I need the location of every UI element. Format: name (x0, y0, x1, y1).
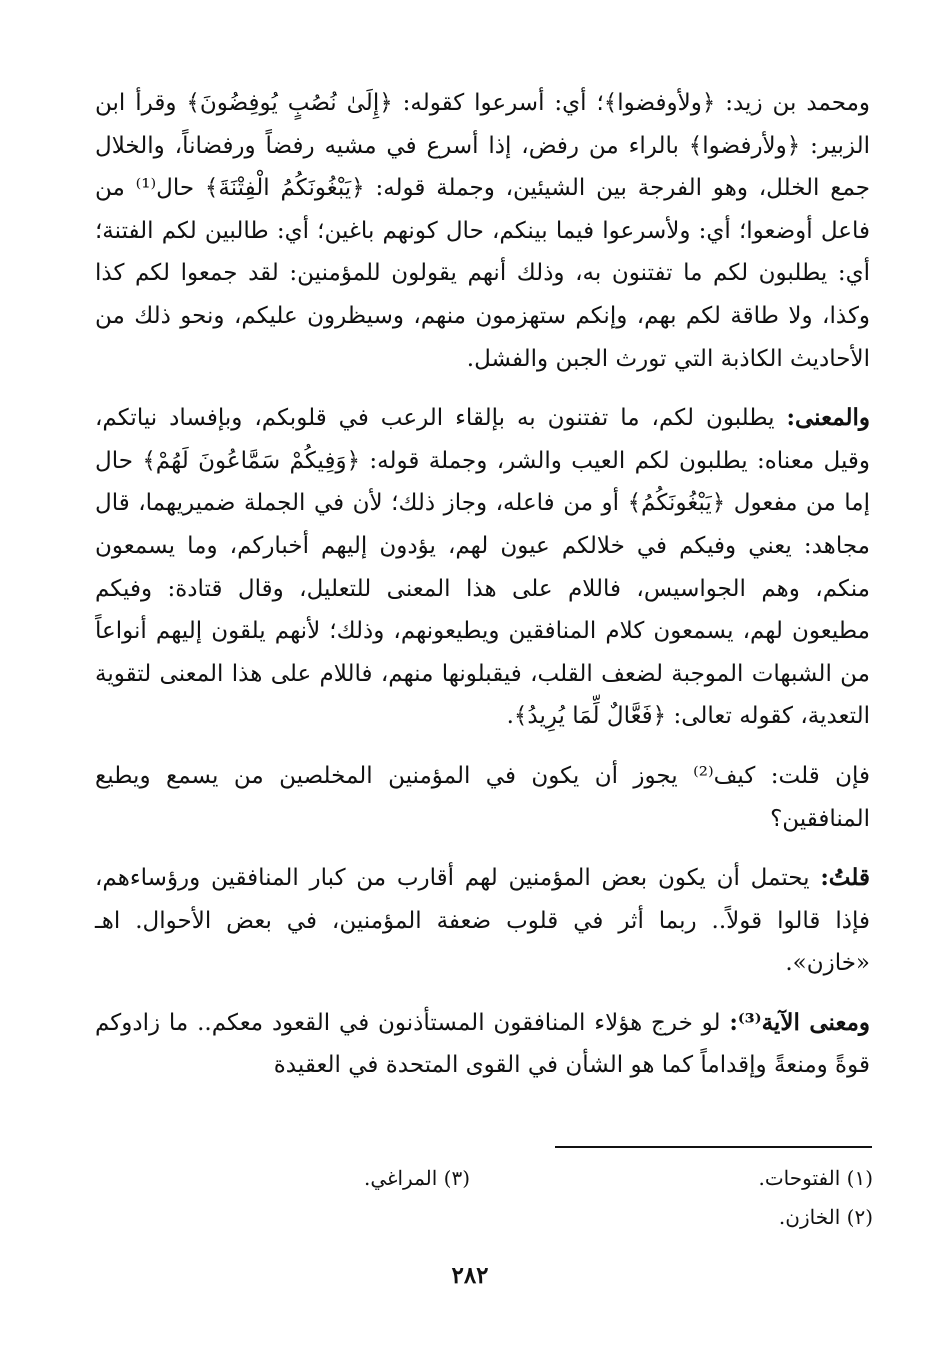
paragraph-5-text: لو خرج هؤلاء المنافقون المستأذنون في القعود معكم.. ما زادوكم قوةً ومنعةً وإقداماً كما هو الشأن في القوى المتحدة في العقيدة (95, 1009, 870, 1079)
footnote-3: (٣) المراغي. (363, 1166, 470, 1190)
footnote-1: (١) الفتوحات. (758, 1166, 873, 1190)
footnote-2: (٢) الخازن. (778, 1205, 873, 1229)
paragraph-2-label: والمعنى: (786, 404, 870, 432)
paragraph-4-label: قلتُ: (820, 864, 870, 892)
main-text (95, 82, 870, 1104)
paragraph-4 (95, 857, 870, 985)
paragraph-5-label: ومعنى الآية⁽³⁾: (729, 1008, 870, 1036)
paragraph-5 (95, 1002, 870, 1087)
page-number: ٢٨٢ (451, 1262, 489, 1289)
footnote-divider (555, 1146, 872, 1148)
paragraph-4-text: يحتمل أن يكون بعض المؤمنين لهم أقارب من كبار المنافقين ورؤساءهم، فإذا قالوا قولاً.. ربما أثر في قلوب ضعفة المؤمنين، في بعض الأحوال. اهـ «خازن». (95, 865, 870, 977)
paragraph-2 (95, 397, 870, 738)
paragraph-1: ومحمد بن زيد: ﴿ولأوفضوا﴾؛ أي: أسرعوا كقوله: ﴿إِلَىٰ نُصُبٍ يُوفِضُونَ﴾ وقرأ ابن الزبير: ﴿ولأرفضوا﴾ بالراء من رفض، إذا أسرع في مشيه رفضاً ورفضاناً، والخلال جمع الخلل، وهو الفرجة بين الشيئين، وجملة قوله: ﴿يَبْغُونَكُمُ الْفِتْنَةَ﴾ حال⁽¹⁾ من فاعل أوضعوا؛ أي: ولأسرعوا فيما بينكم، حال كونهم باغين؛ أي: طالبين لكم الفتنة؛ أي: يطلبون لكم ما تفتنون به، وذلك أنهم يقولون للمؤمنين: لقد جمعوا لكم كذا وكذا، ولا طاقة لكم بهم، وإنكم ستهزمون منهم، وسيظرون عليكم، ونحو ذلك من الأحاديث الكاذبة التي تورث الجبن والفشل. (95, 90, 870, 372)
paragraph-3: فإن قلت: كيف⁽²⁾ يجوز أن يكون في المؤمنين المخلصين من يسمع ويطيع المنافقين؟ (95, 762, 871, 832)
paragraph-2-text: يطلبون لكم، ما تفتنون به بإلقاء الرعب في قلوبكم، وبإفساد نياتكم، وقيل معناه: يطلبون لكم العيب والشر، وجملة قوله: ﴿وَفِيكُمْ سَمَّاعُونَ لَهُمْ﴾ حال إما من مفعول ﴿يَبْغُونَكُمُ﴾ أو من فاعله، وجاز ذلك؛ لأن في الجملة ضميريهما، قال مجاهد: يعني وفيكم في خلالكم عيون لهم، يؤدون إليهم أخباركم، وما يسمعون منكم، وهم الجواسيس، فاللام على هذا المعنى للتعليل، وقال قتادة: وفيكم مطيعون لهم، يسمعون كلام المنافقين ويطيعونهم، وذلك؛ لأنهم يلقون إليهم أنواعاً من الشبهات الموجبة لضعف القلب، فيقبلونها منهم، فاللام على هذا المعنى لتقوية التعدية، كقوله تعالى: ﴿فَعَّالٌ لِّمَا يُرِيدُ﴾. (95, 405, 870, 730)
